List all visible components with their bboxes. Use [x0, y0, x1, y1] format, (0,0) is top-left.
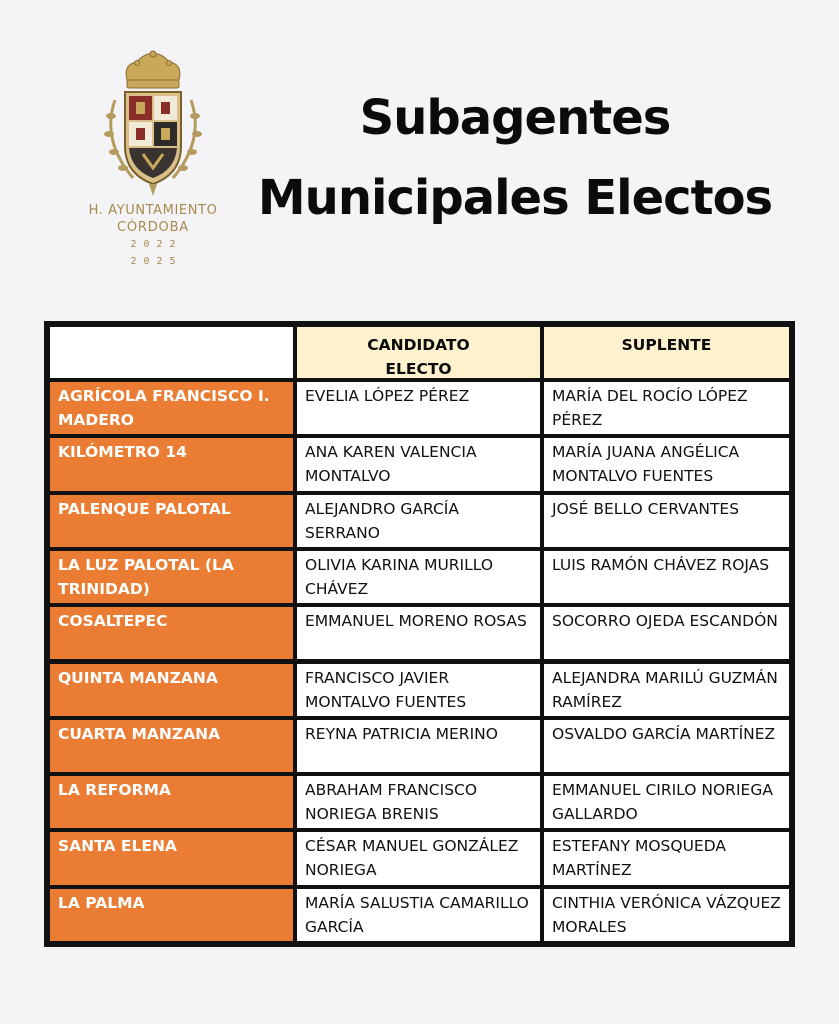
header-alternate: SUPLENTE [544, 327, 789, 378]
candidate-cell: REYNA PATRICIA MERINO [297, 720, 540, 772]
results-table [44, 321, 795, 947]
municipal-logo [78, 50, 228, 270]
header-locality [50, 327, 293, 378]
locality-cell: AGRÍCOLA FRANCISCO I. MADERO [50, 382, 293, 434]
locality-cell: QUINTA MANZANA [50, 664, 293, 716]
alternate-cell: EMMANUEL CIRILO NORIEGA GALLARDO [544, 776, 789, 828]
candidate-cell: MARÍA SALUSTIA CAMARILLO GARCÍA [297, 889, 540, 941]
term-end-year: 2025 [130, 256, 183, 267]
alternate-cell: MARÍA JUANA ANGÉLICA MONTALVO FUENTES [544, 438, 789, 490]
locality-cell: LA LUZ PALOTAL (LA TRINIDAD) [50, 551, 293, 603]
locality-cell: SANTA ELENA [50, 832, 293, 884]
alternate-cell: CINTHIA VERÓNICA VÁZQUEZ MORALES [544, 889, 789, 941]
candidate-cell: ABRAHAM FRANCISCO NORIEGA BRENIS [297, 776, 540, 828]
candidate-cell: EMMANUEL MORENO ROSAS [297, 607, 540, 659]
candidate-cell: ALEJANDRO GARCÍA SERRANO [297, 495, 540, 547]
alternate-cell: JOSÉ BELLO CERVANTES [544, 495, 789, 547]
candidate-cell: EVELIA LÓPEZ PÉREZ [297, 382, 540, 434]
candidate-cell: OLIVIA KARINA MURILLO CHÁVEZ [297, 551, 540, 603]
organization-name: H. AYUNTAMIENTO [88, 203, 218, 218]
alternate-cell: ALEJANDRA MARILÚ GUZMÁN RAMÍREZ [544, 664, 789, 716]
locality-cell: LA PALMA [50, 889, 293, 941]
alternate-cell: LUIS RAMÓN CHÁVEZ ROJAS [544, 551, 789, 603]
locality-cell: CUARTA MANZANA [50, 720, 293, 772]
locality-cell: COSALTEPEC [50, 607, 293, 659]
title-line-1: Subagentes [359, 90, 671, 146]
candidate-cell: FRANCISCO JAVIER MONTALVO FUENTES [297, 664, 540, 716]
candidate-cell: CÉSAR MANUEL GONZÁLEZ NORIEGA [297, 832, 540, 884]
candidate-cell: ANA KAREN VALENCIA MONTALVO [297, 438, 540, 490]
alternate-cell: ESTEFANY MOSQUEDA MARTÍNEZ [544, 832, 789, 884]
alternate-cell: SOCORRO OJEDA ESCANDÓN [544, 607, 789, 659]
locality-cell: PALENQUE PALOTAL [50, 495, 293, 547]
coat-of-arms-icon [93, 50, 213, 202]
page-title [245, 78, 785, 238]
header-candidate: CANDIDATO ELECTO [297, 327, 540, 378]
alternate-cell: OSVALDO GARCÍA MARTÍNEZ [544, 720, 789, 772]
title-line-2: Municipales Electos [257, 170, 773, 226]
locality-cell: LA REFORMA [50, 776, 293, 828]
organization-city: CÓRDOBA [117, 220, 189, 235]
term-start-year: 2022 [130, 239, 183, 250]
locality-cell: KILÓMETRO 14 [50, 438, 293, 490]
alternate-cell: MARÍA DEL ROCÍO LÓPEZ PÉREZ [544, 382, 789, 434]
